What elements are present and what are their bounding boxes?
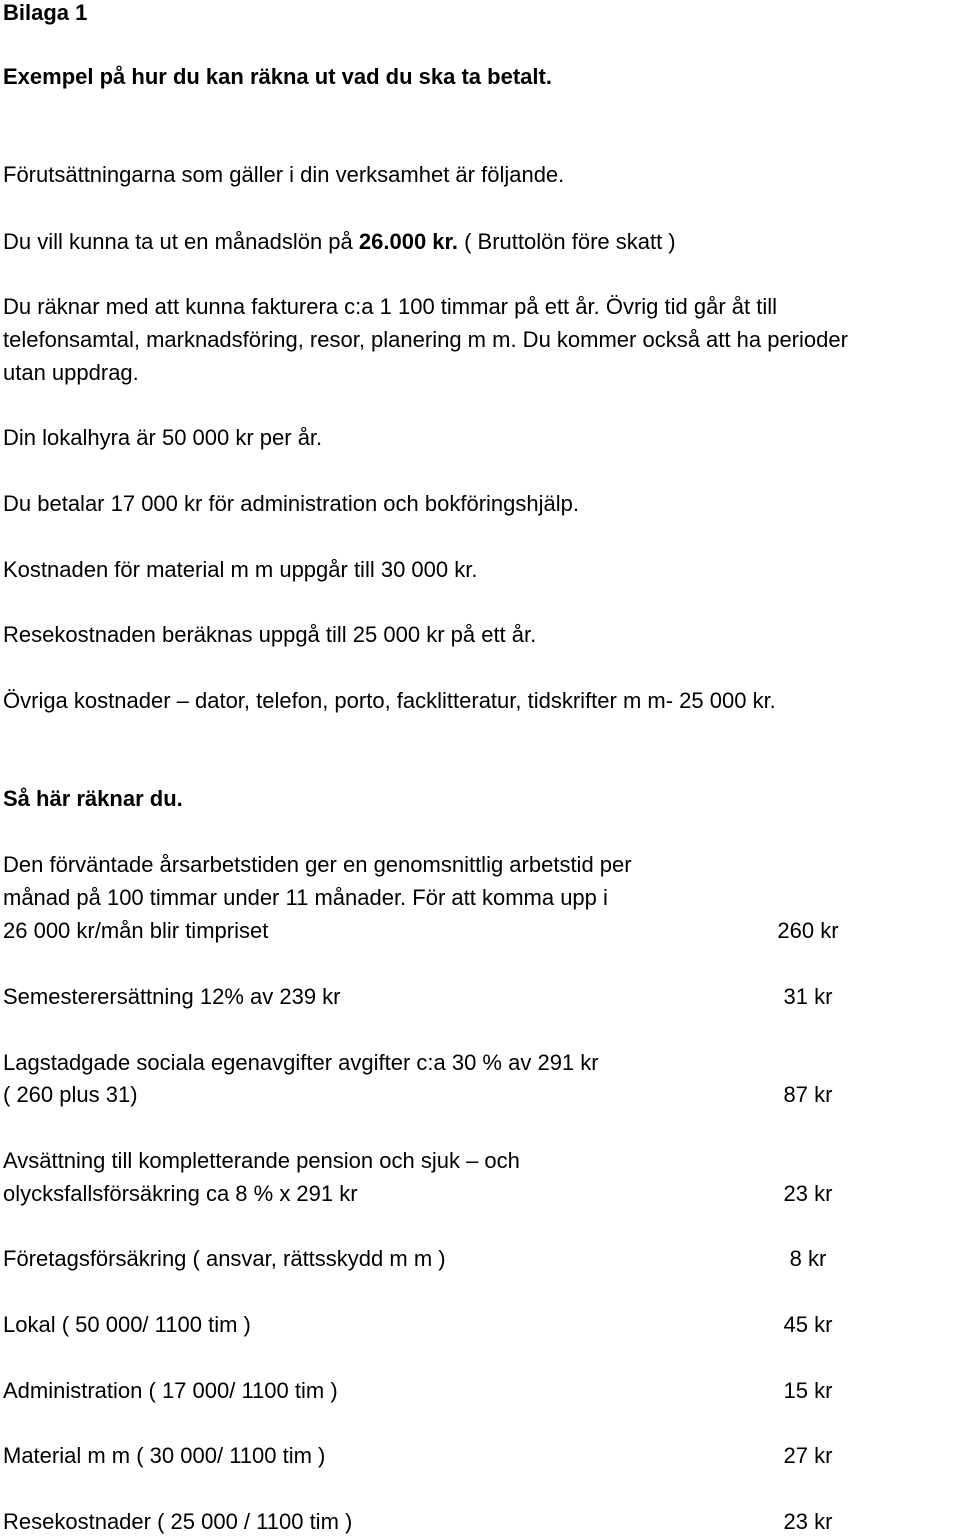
row-hourly-price-label: 26 000 kr/mån blir timpriset	[3, 918, 269, 943]
row-material-label: Material m m ( 30 000/ 1100 tim )	[3, 1443, 326, 1468]
cost-line-travel: Resekostnaden beräknas uppgå till 25 000 kr på ett år.	[3, 622, 537, 647]
page-subheading: Exempel på hur du kan räkna ut vad du ska ta betalt.	[3, 64, 552, 89]
row-material-amount: 27 kr	[783, 1443, 833, 1468]
salary-amount: 26.000 kr.	[358, 229, 458, 254]
cost-line-rent: Din lokalhyra är 50 000 kr per år.	[3, 425, 323, 450]
cost-line-other: Övriga kostnader – dator, telefon, porto, facklitteratur, tidskrifter m m- 25 000 kr.	[3, 688, 776, 713]
page-heading: Bilaga 1	[3, 0, 88, 25]
hours-text-line-3: utan uppdrag.	[3, 360, 139, 385]
salary-suffix: ( Bruttolön före skatt )	[458, 229, 676, 254]
row-travel-amount: 23 kr	[783, 1509, 833, 1534]
calculation-intro-line-2: månad på 100 timmar under 11 månader. För att komma upp i	[3, 885, 608, 910]
cost-line-administration: Du betalar 17 000 kr för administration och bokföringshjälp.	[3, 491, 579, 516]
calculation-heading: Så här räknar du.	[3, 786, 183, 811]
row-premises-amount: 45 kr	[783, 1312, 833, 1337]
row-social-fees-amount: 87 kr	[783, 1082, 833, 1107]
hours-text-line-1: Du räknar med att kunna fakturera c:a 1 100 timmar på ett år. Övrig tid går åt till	[3, 294, 778, 319]
row-pension-label-line-1: Avsättning till kompletterande pension och sjuk – och	[3, 1148, 520, 1173]
row-insurance-amount: 8 kr	[789, 1246, 827, 1271]
row-premises-label: Lokal ( 50 000/ 1100 tim )	[3, 1312, 251, 1337]
conditions-text: Förutsättningarna som gäller i din verksamhet är följande.	[3, 162, 565, 187]
row-administration-amount: 15 kr	[783, 1378, 833, 1403]
cost-line-material: Kostnaden för material m m uppgår till 30 000 kr.	[3, 557, 478, 582]
calculation-intro-line-1: Den förväntade årsarbetstiden ger en genomsnittlig arbetstid per	[3, 852, 632, 877]
salary-prefix: Du vill kunna ta ut en månadslön på	[3, 229, 359, 254]
row-social-fees-label-line-1: Lagstadgade sociala egenavgifter avgifter c:a 30 % av 291 kr	[3, 1050, 599, 1075]
row-social-fees-label-line-2: ( 260 plus 31)	[3, 1082, 138, 1107]
row-vacation-pay-amount: 31 kr	[783, 984, 833, 1009]
salary-text	[3, 225, 676, 258]
row-pension-amount: 23 kr	[783, 1181, 833, 1206]
row-hourly-price-amount: 260 kr	[777, 918, 839, 943]
row-pension-label-line-2: olycksfallsförsäkring ca 8 % x 291 kr	[3, 1181, 358, 1206]
row-administration-label: Administration ( 17 000/ 1100 tim )	[3, 1378, 338, 1403]
row-insurance-label: Företagsförsäkring ( ansvar, rättsskydd m m )	[3, 1246, 446, 1271]
row-vacation-pay-label: Semesterersättning 12% av 239 kr	[3, 984, 341, 1009]
row-travel-label: Resekostnader ( 25 000 / 1100 tim )	[3, 1509, 353, 1534]
hours-text-line-2: telefonsamtal, marknadsföring, resor, planering m m. Du kommer också att ha perioder	[3, 327, 848, 352]
